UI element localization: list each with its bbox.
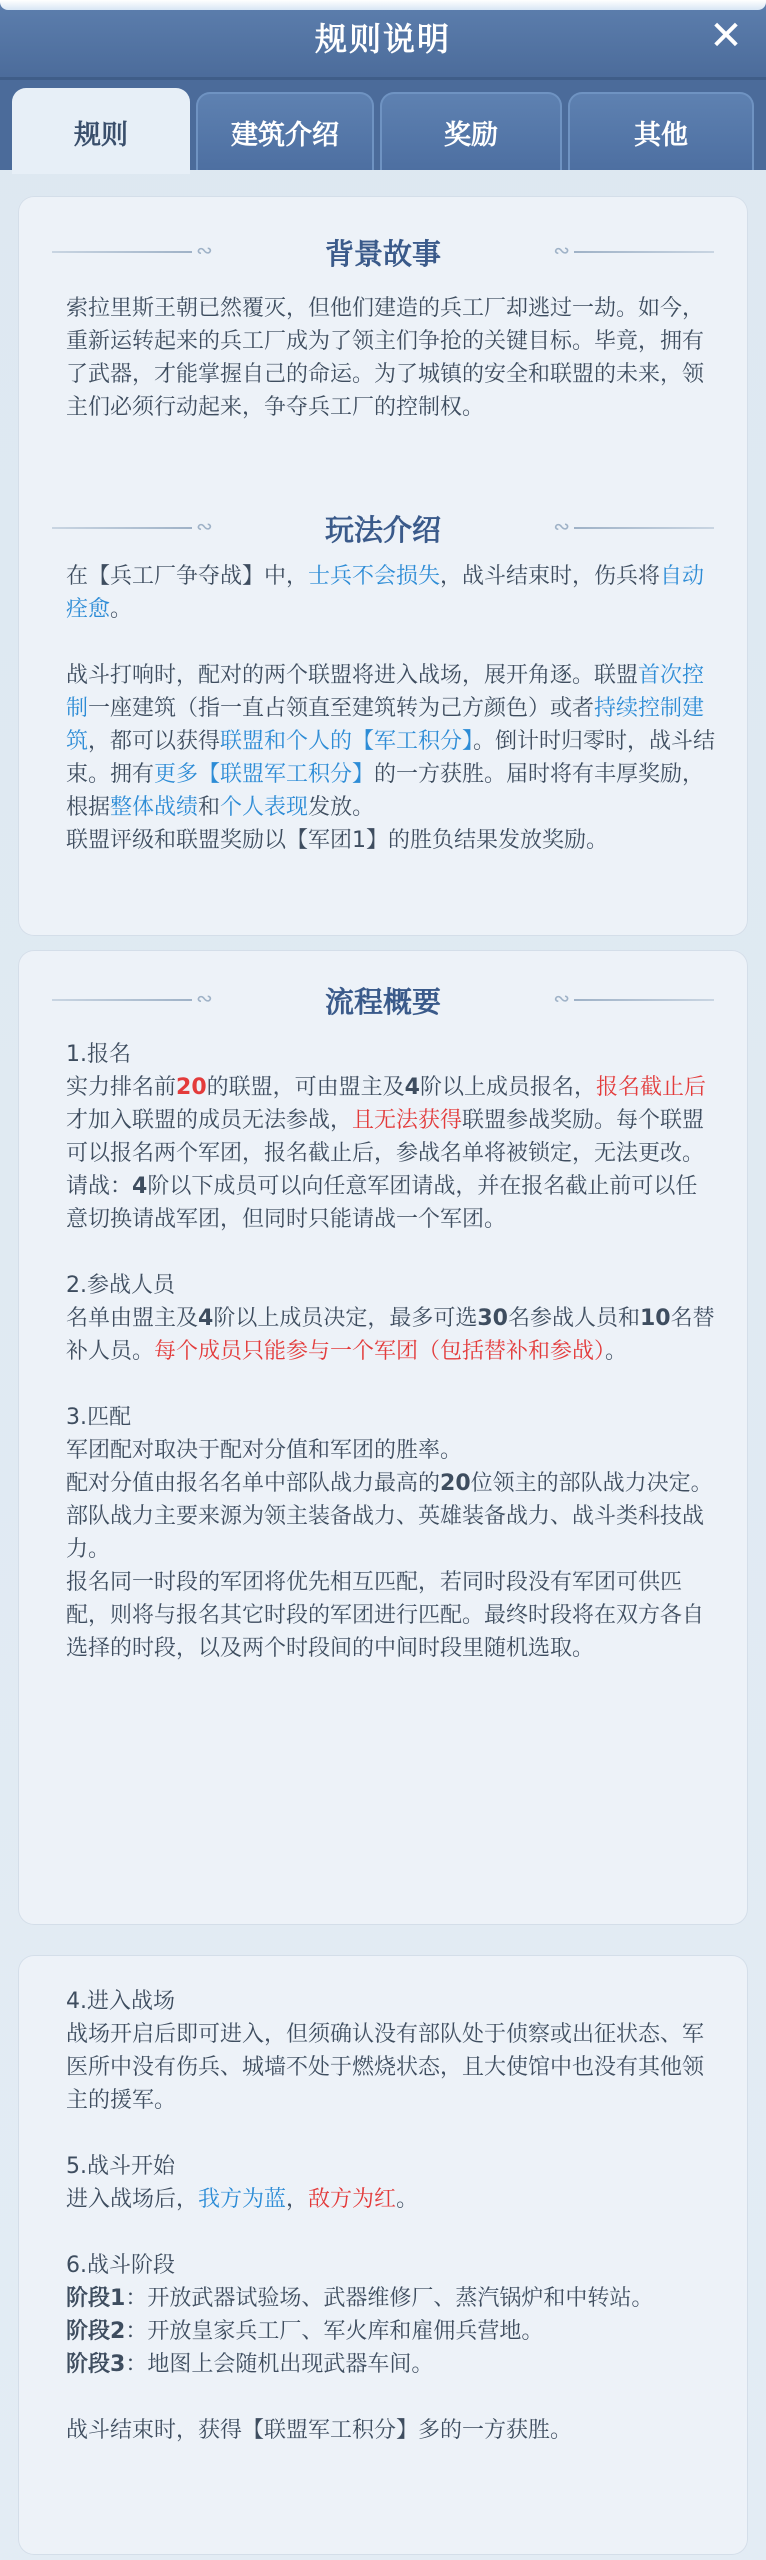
gameplay-title: 玩法介绍: [324, 513, 441, 547]
tab-rules[interactable]: 规则: [12, 88, 190, 174]
process-heading: [18, 980, 748, 1020]
step-1-request: 请战：4阶以下成员可以向任意军团请战，并在报名截止前可以任意切换请战军团，但同时只能请战一个军团。: [66, 1174, 698, 1232]
title-bar: [0, 0, 766, 80]
step-3-text-a: 军团配对取决于配对分值和军团的胜率。: [66, 1438, 463, 1463]
step-3-text-b: 配对分值由报名名单中部队战力最高的20位领主的部队战力决定。: [66, 1471, 713, 1496]
ornament-icon: ∾: [553, 514, 570, 538]
ornament-icon: ∾: [553, 986, 570, 1010]
ornament-icon: ∾: [196, 514, 213, 538]
gameplay-heading: [18, 508, 748, 548]
gameplay-text: [66, 560, 716, 857]
close-button[interactable]: [702, 12, 750, 60]
gameplay-paragraph-1: 在【兵工厂争夺战】中，士兵不会损失，战斗结束时，伤兵将自动痊愈。: [66, 564, 705, 622]
stage-3: 阶段3：地图上会随机出现武器车间。: [66, 2352, 434, 2377]
process-title: 流程概要: [324, 985, 441, 1019]
step-5-heading: 5.战斗开始: [66, 2154, 175, 2179]
background-text: 索拉里斯王朝已然覆灭，但他们建造的兵工厂却逃过一劫。如今，重新运转起来的兵工厂成为了领主们争抢的关键目标。毕竟，拥有了武器，才能掌握自己的命运。为了城镇的安全和联盟的未来，领主们必须行动起来，争夺兵工厂的控制权。: [66, 296, 705, 420]
step-4-heading: 4.进入战场: [66, 1989, 175, 2014]
step-6-heading: 6.战斗阶段: [66, 2253, 175, 2278]
background-title: 背景故事: [324, 237, 441, 271]
step-3-text-e: 部队战力主要来源为领主装备战力、英雄装备战力、战斗类科技战力。: [66, 1504, 705, 1562]
gameplay-paragraph-2: 战斗打响时，配对的两个联盟将进入战场，展开角逐。联盟首次控制一座建筑（指一直占领直至建筑转为己方颜色）或者持续控制建筑，都可以获得联盟和个人的【军工积分】。倒计时归零时，战斗结束。拥有更多【联盟军工积分】的一方获胜。届时将有丰厚奖励，根据整体战绩和个人表现发放。: [66, 663, 716, 820]
step-4-text: 战场开启后即可进入，但须确认没有部队处于侦察或出征状态、军医所中没有伤兵、城墙不处于燃烧状态，且大使馆中也没有其他领主的援军。: [66, 2022, 705, 2113]
tab-other[interactable]: 其他: [568, 92, 754, 170]
step-5-text: 进入战场后，我方为蓝，敌方为红。: [66, 2187, 419, 2212]
intro-panel: [18, 196, 748, 936]
process-panel-continued: [18, 1955, 748, 2555]
step-2-text: 名单由盟主及4阶以上成员决定，最多可选30名参战人员和10名替补人员。每个成员只能参与一个军团（包括替补和参战）。: [66, 1306, 715, 1364]
ornament-icon: ∾: [196, 986, 213, 1010]
tab-buildings[interactable]: 建筑介绍: [196, 92, 374, 170]
step-1-heading: 1.报名: [66, 1042, 131, 1067]
process-text: [66, 1038, 716, 1665]
step-3-heading: 3.匹配: [66, 1405, 131, 1430]
ornament-icon: ∾: [196, 238, 213, 262]
stage-2: 阶段2：开放皇家兵工厂、军火库和雇佣兵营地。: [66, 2319, 544, 2344]
close-icon: ✕: [709, 13, 743, 59]
tab-rewards[interactable]: 奖励: [380, 92, 562, 170]
process-text-continued: [66, 1985, 716, 2447]
snow-trim: [0, 0, 766, 10]
ending-text: 战斗结束时，获得【联盟军工积分】多的一方获胜。: [66, 2418, 573, 2443]
window-title: 规则说明: [314, 20, 451, 58]
background-heading: [18, 232, 748, 272]
step-2-heading: 2.参战人员: [66, 1273, 175, 1298]
stage-1: 阶段1：开放武器试验场、武器维修厂、蒸汽锅炉和中转站。: [66, 2286, 654, 2311]
process-panel: [18, 950, 748, 1925]
gameplay-paragraph-3: 联盟评级和联盟奖励以【军团1】的胜负结果发放奖励。: [66, 828, 608, 853]
step-1-text: 实力排名前20的联盟，可由盟主及4阶以上成员报名，报名截止后才加入联盟的成员无法参战，且无法获得联盟参战奖励。每个联盟可以报名两个军团，报名截止后，参战名单将被锁定，无法更改。: [66, 1075, 706, 1166]
step-3-text-f: 报名同一时段的军团将优先相互匹配，若同时段没有军团可供匹配，则将与报名其它时段的军团进行匹配。最终时段将在双方各自选择的时段，以及两个时段间的中间时段里随机选取。: [66, 1570, 705, 1661]
ornament-icon: ∾: [553, 238, 570, 262]
